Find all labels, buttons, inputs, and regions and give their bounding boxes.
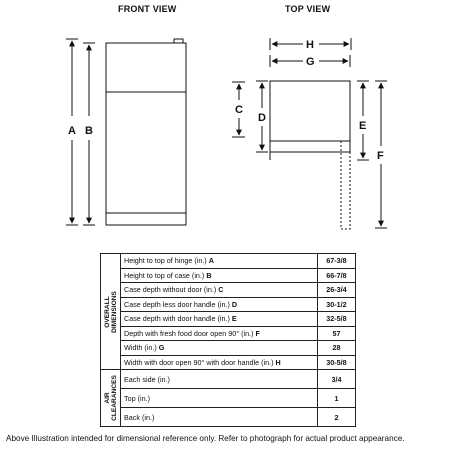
overall-dimensions-group-label	[101, 254, 121, 370]
row-value: 1	[318, 389, 356, 408]
fridge-body	[106, 43, 186, 225]
row-value: 26-3/4	[318, 283, 356, 298]
front-view-title: FRONT VIEW	[118, 4, 177, 14]
dimension-h-label: H	[306, 39, 314, 51]
front-view-refrigerator	[106, 39, 186, 225]
table-row	[101, 355, 356, 370]
row-value: 3/4	[318, 370, 356, 389]
table-row	[101, 326, 356, 341]
row-value: 67-3/8	[318, 254, 356, 269]
row-label: Back (in.)	[121, 408, 318, 427]
row-value: 28	[318, 341, 356, 356]
door-outline	[270, 141, 350, 152]
table-row	[101, 408, 356, 427]
air-clearances-group-label	[101, 370, 121, 427]
table-row	[101, 341, 356, 356]
row-value: 57	[318, 326, 356, 341]
dimension-g-label: G	[306, 56, 315, 68]
table-row	[101, 389, 356, 408]
table-row	[101, 312, 356, 327]
row-label: Case depth with door handle (in.) E	[121, 312, 318, 327]
door-open-path	[341, 141, 350, 229]
row-label: Width with door open 90° with door handle (in.) H	[121, 355, 318, 370]
row-label: Height to top of case (in.) B	[121, 268, 318, 283]
disclaimer-footnote: Above Illustration intended for dimensional reference only. Refer to photograph for actual product appearance.	[6, 434, 405, 443]
table-row	[101, 297, 356, 312]
row-label: Case depth less door handle (in.) D	[121, 297, 318, 312]
row-value: 30-5/8	[318, 355, 356, 370]
dimension-c-label: C	[235, 104, 243, 116]
row-label: Depth with fresh food door open 90° (in.) F	[121, 326, 318, 341]
row-label: Case depth without door (in.) C	[121, 283, 318, 298]
top-view-refrigerator	[270, 81, 350, 229]
row-label: Each side (in.)	[121, 370, 318, 389]
table-row	[101, 268, 356, 283]
top-view-title: TOP VIEW	[285, 4, 331, 14]
dimension-b-label: B	[85, 125, 93, 137]
dimensions-table	[100, 253, 356, 427]
row-label: Width (in.) G	[121, 341, 318, 356]
hinge-cap	[174, 39, 183, 43]
group-label-line: DIMENSIONS	[110, 290, 118, 333]
table-row	[101, 283, 356, 298]
table-row	[101, 370, 356, 389]
dimension-e-label: E	[359, 120, 367, 132]
row-value: 66-7/8	[318, 268, 356, 283]
row-label: Height to top of hinge (in.) A	[121, 254, 318, 269]
dimension-f-label: F	[377, 150, 384, 162]
row-value: 30-1/2	[318, 297, 356, 312]
dimension-d-label: D	[258, 112, 266, 124]
group-label-line: CLEARANCES	[110, 375, 118, 421]
case-outline	[270, 81, 350, 141]
group-label-line: OVERALL	[103, 295, 111, 328]
row-value: 2	[318, 408, 356, 427]
dimension-a-label: A	[68, 125, 76, 137]
table-row	[101, 254, 356, 269]
group-label-line: AIR	[103, 392, 111, 404]
row-value: 32-5/8	[318, 312, 356, 327]
row-label: Top (in.)	[121, 389, 318, 408]
